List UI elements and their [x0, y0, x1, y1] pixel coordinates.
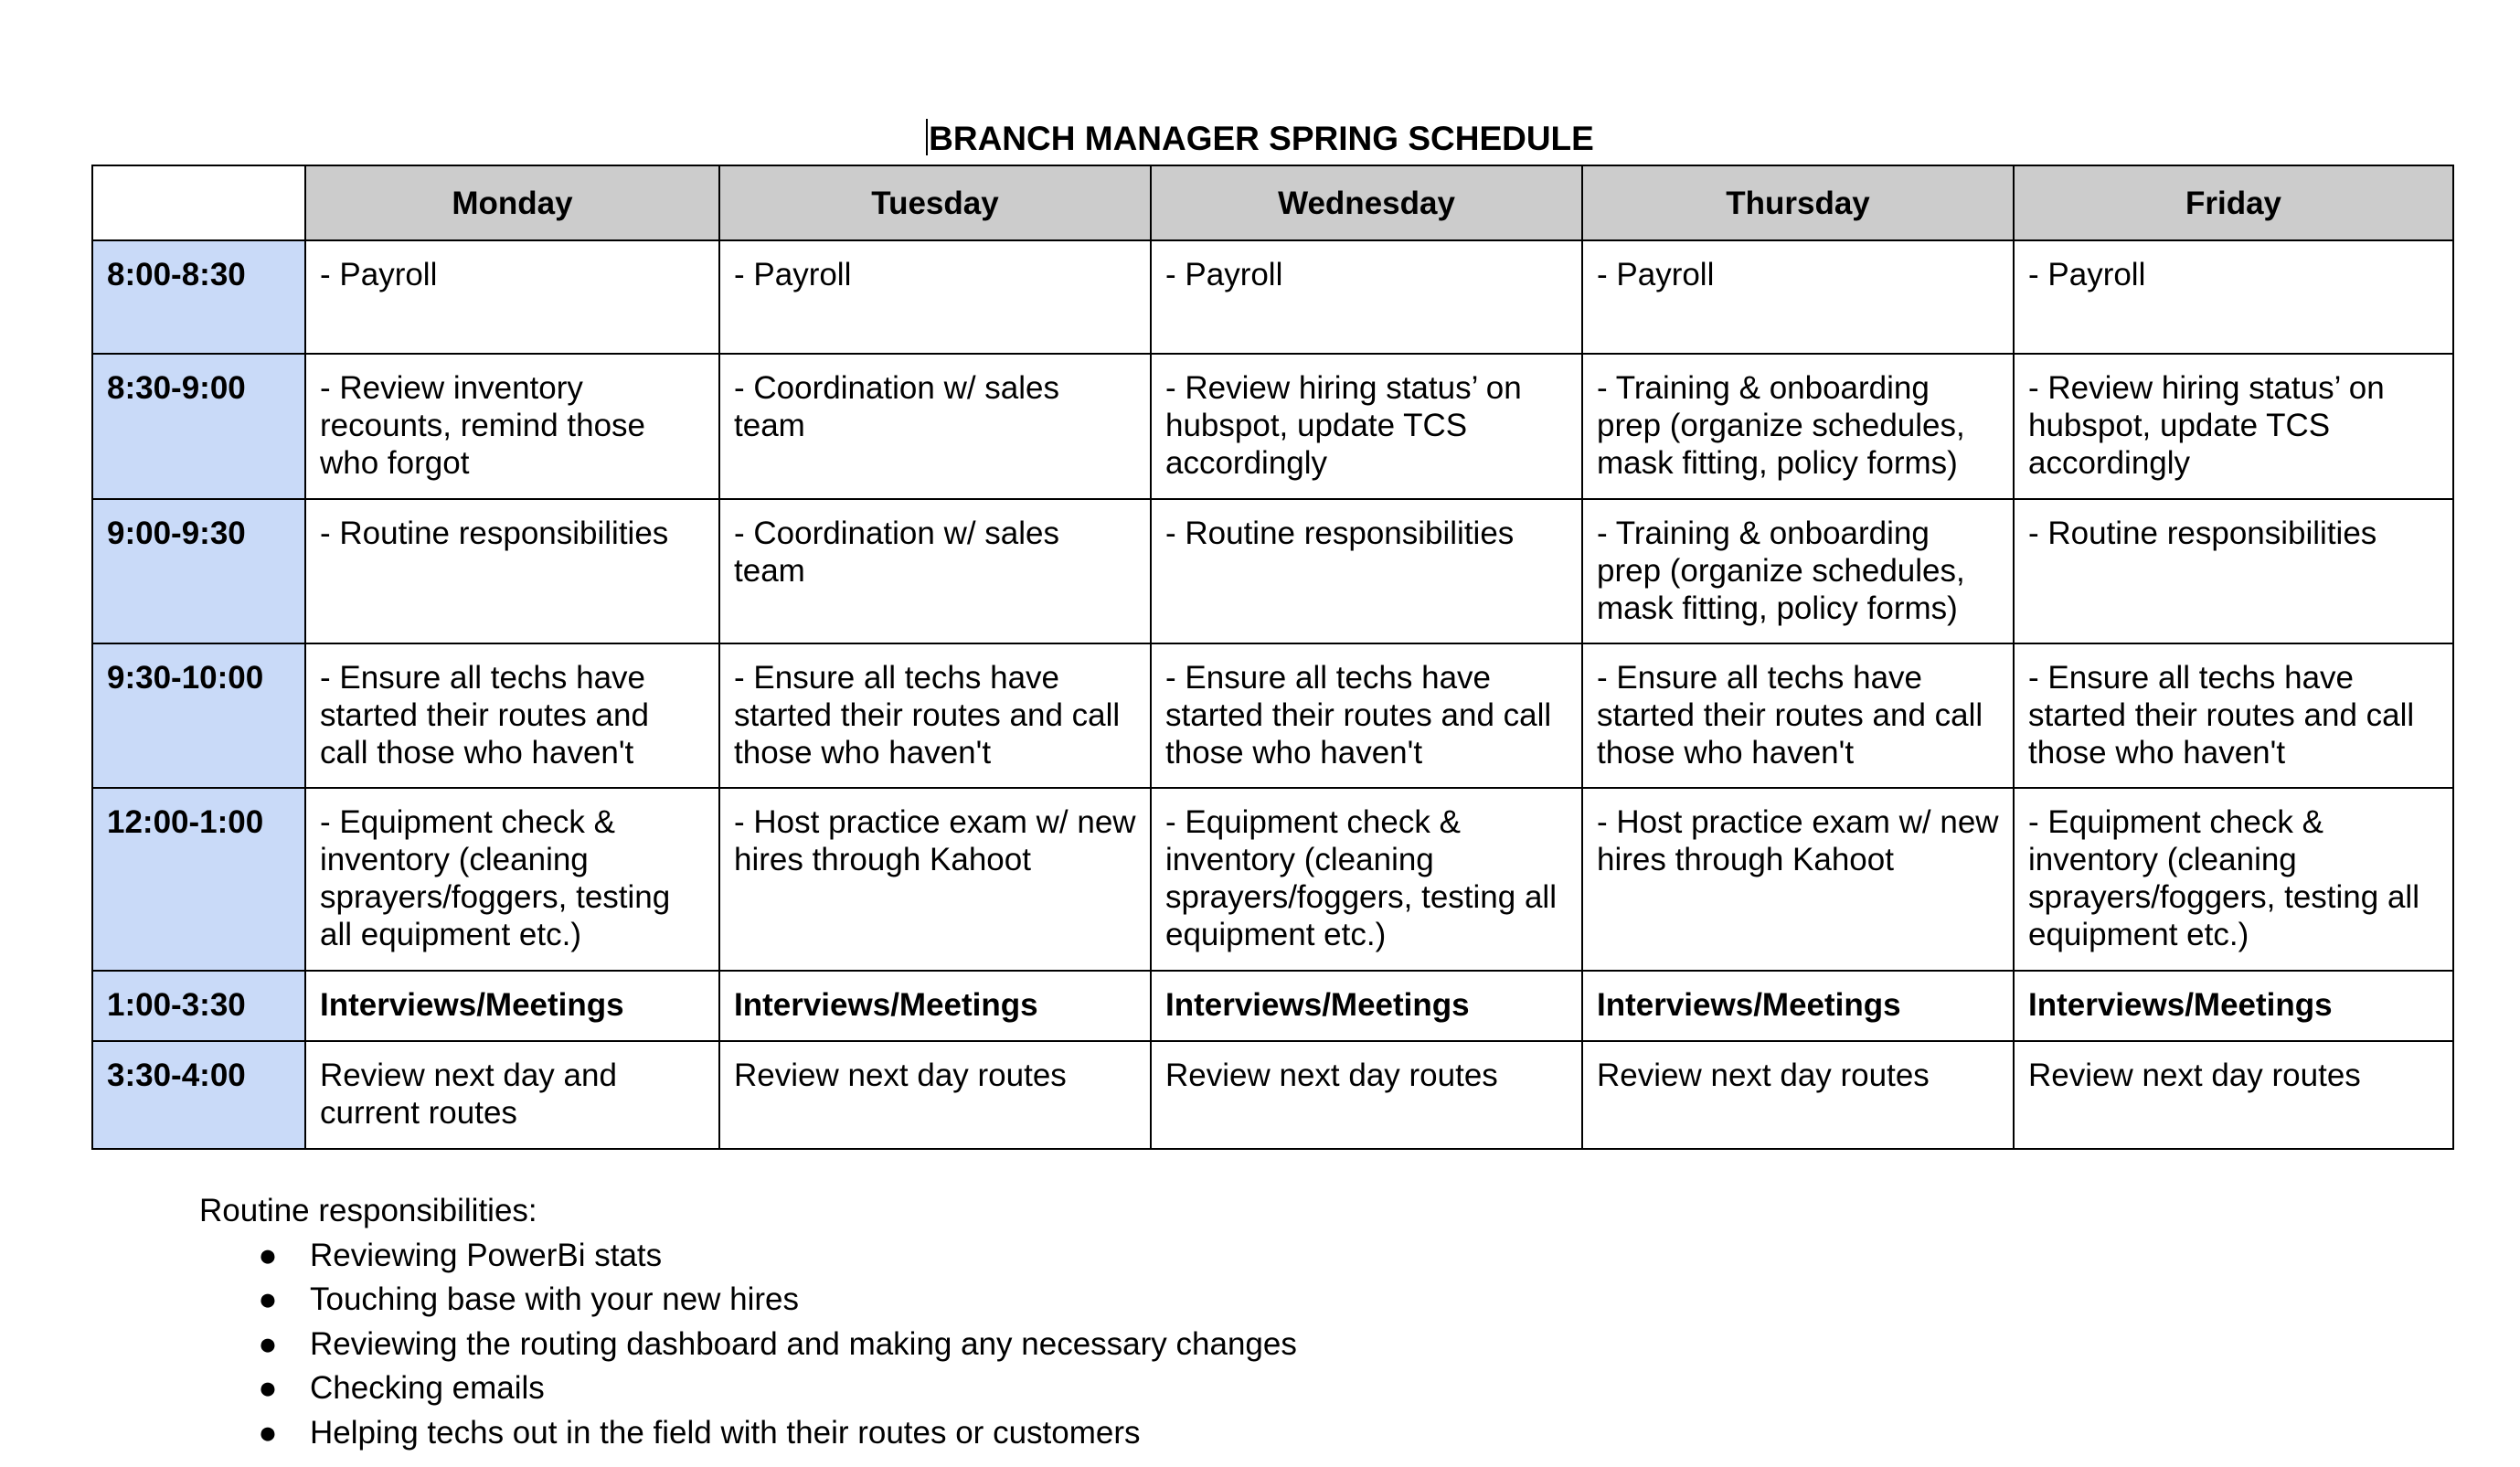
day-header-friday[interactable]: Friday — [2014, 165, 2453, 240]
list-item-text: Helping techs out in the field with their routes or customers — [310, 1414, 1141, 1451]
task-cell[interactable]: Review next day routes — [719, 1041, 1151, 1149]
time-slot-cell[interactable]: 1:00-3:30 — [92, 971, 305, 1041]
task-cell[interactable]: Interviews/Meetings — [305, 971, 719, 1041]
list-item[interactable] — [199, 1366, 1297, 1411]
task-cell[interactable]: - Training & onboarding prep (organize schedules, mask fitting, policy forms) — [1582, 499, 2014, 643]
task-cell[interactable]: - Host practice exam w/ new hires through Kahoot — [719, 788, 1151, 971]
task-cell[interactable]: - Payroll — [1582, 240, 2014, 354]
table-row — [92, 788, 2453, 971]
task-cell[interactable]: - Review hiring status’ on hubspot, update TCS accordingly — [1151, 354, 1582, 499]
task-cell[interactable]: - Equipment check & inventory (cleaning sprayers/foggers, testing all equipment etc.) — [1151, 788, 1582, 971]
task-cell[interactable]: - Ensure all techs have started their routes and call those who haven't — [2014, 643, 2453, 788]
task-cell[interactable]: - Equipment check & inventory (cleaning sprayers/foggers, testing all equipment etc.) — [2014, 788, 2453, 971]
bullet-icon: ● — [258, 1237, 278, 1273]
task-cell[interactable]: Interviews/Meetings — [2014, 971, 2453, 1041]
list-item-text: Reviewing the routing dashboard and making any necessary changes — [310, 1325, 1297, 1362]
task-cell[interactable]: - Review hiring status’ on hubspot, update TCS accordingly — [2014, 354, 2453, 499]
table-row — [92, 1041, 2453, 1149]
routine-responsibilities-list — [199, 1234, 1297, 1456]
table-row — [92, 643, 2453, 788]
task-cell[interactable]: - Ensure all techs have started their routes and call those who haven't — [1151, 643, 1582, 788]
task-cell[interactable]: - Ensure all techs have started their routes and call those who haven't — [719, 643, 1151, 788]
time-slot-cell[interactable]: 8:30-9:00 — [92, 354, 305, 499]
task-cell[interactable]: Review next day routes — [1582, 1041, 2014, 1149]
time-slot-cell[interactable]: 8:00-8:30 — [92, 240, 305, 354]
task-cell[interactable]: - Payroll — [305, 240, 719, 354]
list-item-text: Reviewing PowerBi stats — [310, 1237, 663, 1273]
day-header-monday[interactable]: Monday — [305, 165, 719, 240]
list-item[interactable] — [199, 1411, 1297, 1456]
list-item-text: Touching base with your new hires — [310, 1281, 800, 1317]
document-title[interactable] — [0, 117, 2520, 161]
task-cell[interactable]: - Coordination w/ sales team — [719, 354, 1151, 499]
list-item[interactable] — [199, 1234, 1297, 1279]
task-cell[interactable]: - Training & onboarding prep (organize schedules, mask fitting, policy forms) — [1582, 354, 2014, 499]
task-cell[interactable]: - Routine responsibilities — [2014, 499, 2453, 643]
task-cell[interactable]: Interviews/Meetings — [719, 971, 1151, 1041]
task-cell[interactable]: Interviews/Meetings — [1582, 971, 2014, 1041]
task-cell[interactable]: - Coordination w/ sales team — [719, 499, 1151, 643]
task-cell[interactable]: - Routine responsibilities — [1151, 499, 1582, 643]
task-cell[interactable]: Review next day and current routes — [305, 1041, 719, 1149]
time-slot-cell[interactable]: 3:30-4:00 — [92, 1041, 305, 1149]
corner-cell[interactable] — [92, 165, 305, 240]
text-cursor — [926, 119, 928, 155]
task-cell[interactable]: - Routine responsibilities — [305, 499, 719, 643]
task-cell[interactable]: - Payroll — [1151, 240, 1582, 354]
bullet-icon: ● — [258, 1325, 278, 1362]
task-cell[interactable]: - Ensure all techs have started their routes and call those who haven't — [305, 643, 719, 788]
table-row — [92, 971, 2453, 1041]
day-header-thursday[interactable]: Thursday — [1582, 165, 2014, 240]
routine-responsibilities-heading[interactable]: Routine responsibilities: — [199, 1193, 537, 1228]
day-header-wednesday[interactable]: Wednesday — [1151, 165, 1582, 240]
table-row — [92, 354, 2453, 499]
task-cell[interactable]: Review next day routes — [1151, 1041, 1582, 1149]
document-title-text: BRANCH MANAGER SPRING SCHEDULE — [929, 120, 1594, 157]
table-row — [92, 240, 2453, 354]
list-item-text: Checking emails — [310, 1370, 545, 1406]
schedule-table — [91, 165, 2454, 1150]
task-cell[interactable]: Interviews/Meetings — [1151, 971, 1582, 1041]
table-row — [92, 499, 2453, 643]
bullet-icon: ● — [258, 1370, 278, 1406]
routine-responsibilities-section — [199, 1189, 1297, 1455]
list-item[interactable] — [199, 1323, 1297, 1367]
task-cell[interactable]: - Host practice exam w/ new hires through Kahoot — [1582, 788, 2014, 971]
bullet-icon: ● — [258, 1414, 278, 1451]
task-cell[interactable]: Review next day routes — [2014, 1041, 2453, 1149]
table-header-row — [92, 165, 2453, 240]
time-slot-cell[interactable]: 9:30-10:00 — [92, 643, 305, 788]
list-item[interactable] — [199, 1278, 1297, 1323]
task-cell[interactable]: - Ensure all techs have started their routes and call those who haven't — [1582, 643, 2014, 788]
task-cell[interactable]: - Payroll — [719, 240, 1151, 354]
task-cell[interactable]: - Review inventory recounts, remind those who forgot — [305, 354, 719, 499]
task-cell[interactable]: - Payroll — [2014, 240, 2453, 354]
day-header-tuesday[interactable]: Tuesday — [719, 165, 1151, 240]
time-slot-cell[interactable]: 9:00-9:30 — [92, 499, 305, 643]
time-slot-cell[interactable]: 12:00-1:00 — [92, 788, 305, 971]
bullet-icon: ● — [258, 1281, 278, 1317]
task-cell[interactable]: - Equipment check & inventory (cleaning sprayers/foggers, testing all equipment etc.) — [305, 788, 719, 971]
